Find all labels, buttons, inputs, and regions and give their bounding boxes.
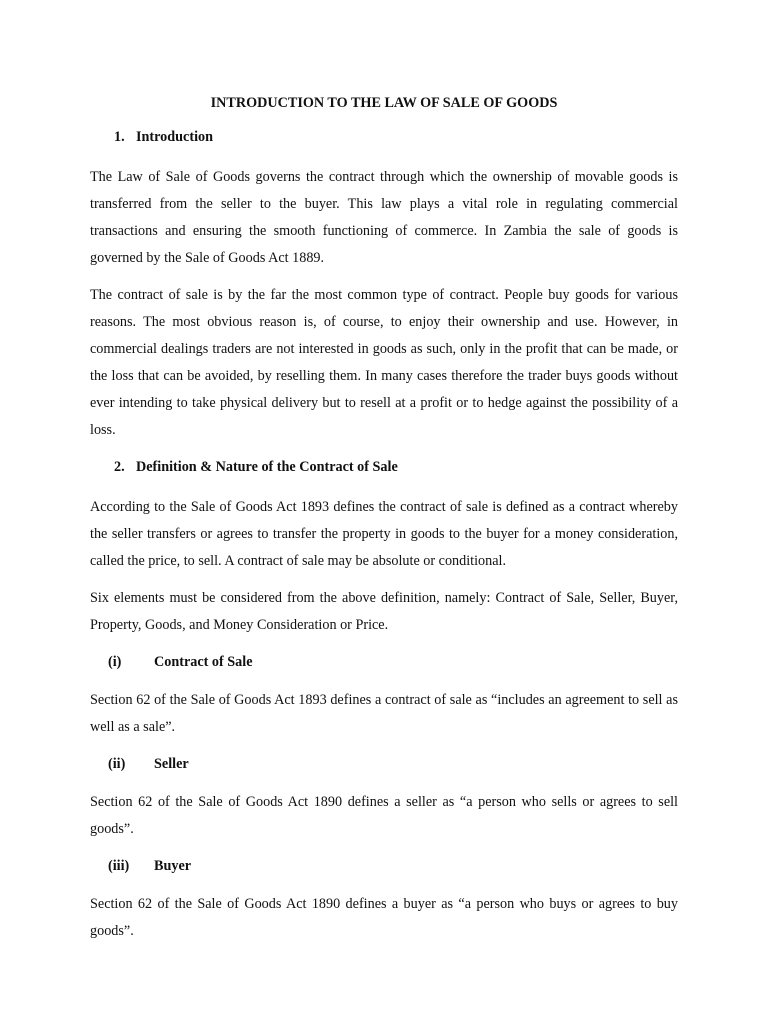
subsection-i-title: Contract of Sale <box>154 654 253 670</box>
subsection-i-numeral: (i) <box>108 654 122 670</box>
section-1-paragraph-1: The Law of Sale of Goods governs the contract through which the ownership of movable goods is transferred from the seller to the buyer. This law plays a vital role in regulating commercial transactions and ensuring the smooth functioning of commerce. In Zambia the sale of goods is governed by the Sale of Goods Act 1889. <box>90 169 678 266</box>
subsection-iii-heading <box>90 857 678 875</box>
subsection-iii-title: Buyer <box>154 858 192 874</box>
subsection-ii-text: Section 62 of the Sale of Goods Act 1890 defines a seller as “a person who sells or agrees to sell goods”. <box>90 794 678 837</box>
section-2-heading <box>90 458 678 476</box>
section-2-paragraph-2: Six elements must be considered from the above definition, namely: Contract of Sale, Seller, Buyer, Property, Goods, and Money Consideration or Price. <box>90 590 678 633</box>
section-2-title: Definition & Nature of the Contract of Sale <box>136 459 398 475</box>
section-2-paragraph-1: According to the Sale of Goods Act 1893 defines the contract of sale is defined as a contract whereby the seller transfers or agrees to transfer the property in goods to the buyer for a money consideration, called the price, to sell. A contract of sale may be absolute or conditional. <box>90 499 678 569</box>
subsection-iii-text: Section 62 of the Sale of Goods Act 1890 defines a buyer as “a person who buys or agrees to buy goods”. <box>90 896 678 939</box>
subsection-ii-numeral: (ii) <box>108 756 126 772</box>
section-1-title: Introduction <box>136 129 213 145</box>
subsection-ii-title: Seller <box>154 756 189 772</box>
subsection-ii-heading <box>90 755 678 773</box>
section-1-heading <box>90 128 678 146</box>
section-1-paragraph-2: The contract of sale is by the far the most common type of contract. People buy goods for various reasons. The most obvious reason is, of course, to enjoy their ownership and use. However, in commercial dealings traders are not interested in goods as such, only in the profit that can be made, or the loss that can be avoided, by reselling them. In many cases therefore the trader buys goods without ever intending to take physical delivery but to resell at a profit or to hedge against the possibility of a loss. <box>90 287 678 438</box>
section-1-number: 1. <box>114 129 125 145</box>
subsection-i-text: Section 62 of the Sale of Goods Act 1893 defines a contract of sale as “includes an agreement to sell as well as a sale”. <box>90 692 678 735</box>
subsection-i-heading <box>90 653 678 671</box>
document-title: INTRODUCTION TO THE LAW OF SALE OF GOODS <box>210 95 558 111</box>
section-2-number: 2. <box>114 459 125 475</box>
subsection-iii-numeral: (iii) <box>108 858 130 874</box>
